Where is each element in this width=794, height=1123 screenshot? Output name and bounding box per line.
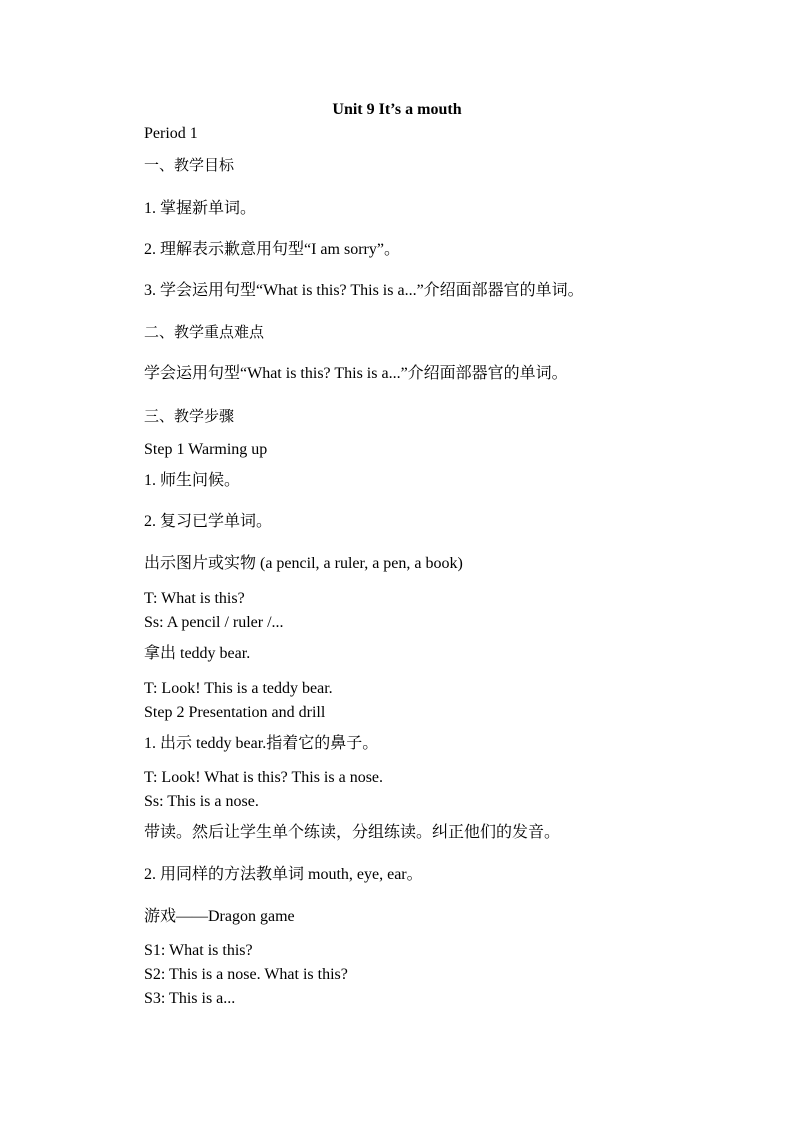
dialogue-line: Ss: This is a nose.	[144, 793, 259, 810]
step-2-heading: Step 2 Presentation and drill	[144, 704, 326, 721]
step-1-item-2: 2. 复习已学单词。	[144, 513, 273, 530]
dialogue-line: T: Look! What is this? This is a nose.	[144, 769, 384, 786]
section-heading-steps: 三、教学步骤	[144, 407, 235, 425]
section-heading-objectives: 一、教学目标	[144, 156, 235, 174]
step-1-item-1: 1. 师生问候。	[144, 472, 241, 489]
game-heading: 游戏——Dragon game	[144, 908, 295, 925]
document-title: Unit 9 It’s a mouth	[332, 101, 462, 118]
key-points-text: 学会运用句型“What is this? This is a...”介绍面部器官的单词。	[144, 365, 568, 382]
dialogue-line: T: What is this?	[144, 590, 245, 607]
step-2-item-2: 2. 用同样的方法教单词 mouth, eye, ear。	[144, 866, 423, 883]
reading-practice-text: 带读。然后让学生单个练读，分组练读。纠正他们的发音。	[144, 824, 561, 841]
objective-item-1: 1. 掌握新单词。	[144, 200, 257, 217]
objective-item-2: 2. 理解表示歉意用句型“I am sorry”。	[144, 241, 400, 258]
teddy-bear-text: 拿出 teddy bear.	[144, 645, 251, 662]
section-heading-key-points: 二、教学重点难点	[144, 323, 265, 341]
step-2-item-1: 1. 出示 teddy bear.指着它的鼻子。	[144, 735, 379, 752]
step-1-heading: Step 1 Warming up	[144, 441, 268, 458]
objective-item-3: 3. 学会运用句型“What is this? This is a...”介绍面部器官的单词。	[144, 282, 584, 299]
period-heading: Period 1	[144, 125, 198, 142]
dialogue-line: S1: What is this?	[144, 942, 253, 959]
show-objects-text: 出示图片或实物 (a pencil, a ruler, a pen, a book)	[144, 555, 463, 572]
dialogue-line: S2: This is a nose. What is this?	[144, 966, 348, 983]
dialogue-line: Ss: A pencil / ruler /...	[144, 614, 284, 631]
dialogue-line: S3: This is a...	[144, 990, 236, 1007]
dialogue-line: T: Look! This is a teddy bear.	[144, 680, 333, 697]
